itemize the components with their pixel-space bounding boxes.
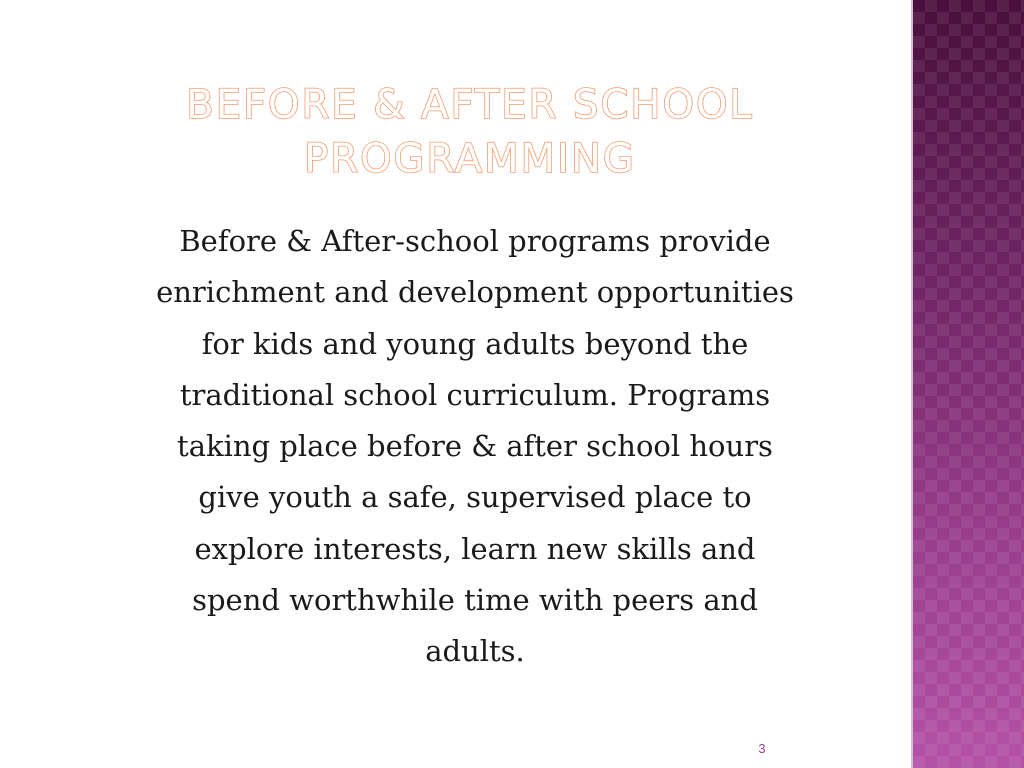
slide-title-line-2: PROGRAMMING [304,136,636,182]
slide-title [90,78,850,186]
decorative-side-band [913,0,1024,768]
slide-number: 3 [758,741,766,756]
slide-title-line-1: BEFORE & AFTER SCHOOL [186,82,754,128]
slide-body-text: Before & After-school programs provide enrichment and development opportunities for kids and young adults beyond the traditional school curriculum. Programs taking place before & after school hours give youth a safe, supervised place to explore interests, learn new skills and spend worthwhile time with peers and adults. [156,224,794,669]
